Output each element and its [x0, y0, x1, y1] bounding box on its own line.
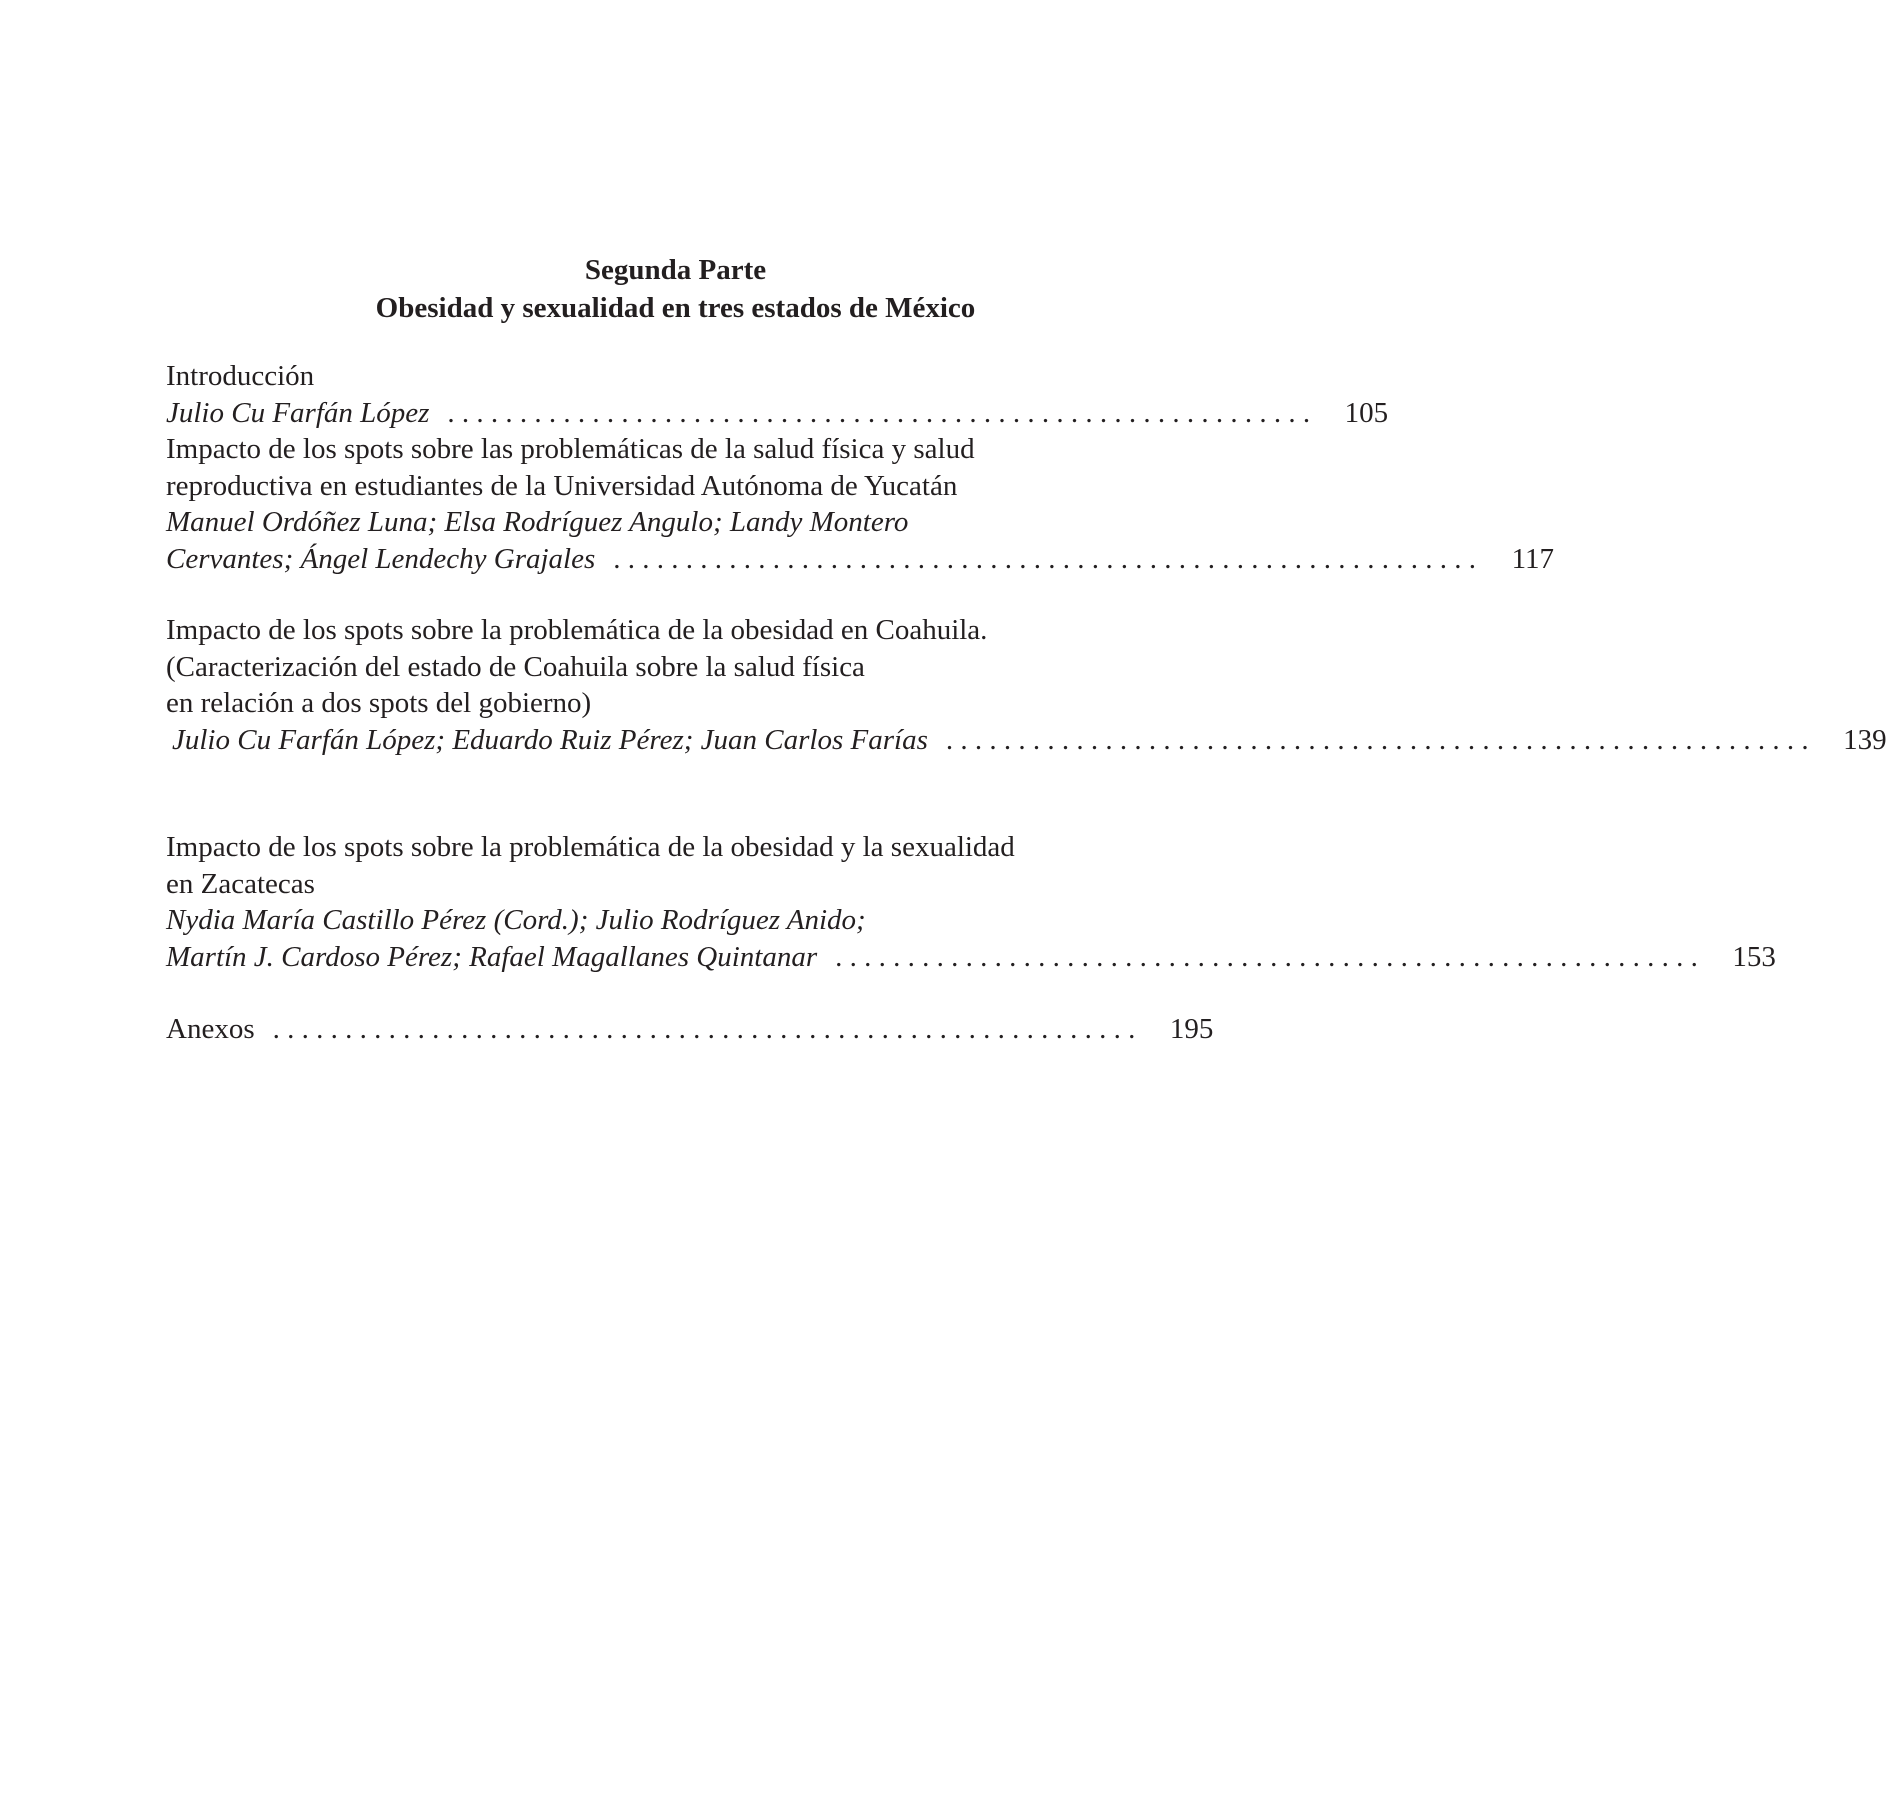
toc-entry-title: Impacto de los spots sobre la problemática de la obesidad en Coahuila.: [166, 614, 988, 646]
toc-entry-author: Nydia María Castillo Pérez (Cord.); Julio Rodríguez Anido;: [166, 904, 866, 936]
dot-leader: . . . . . . . . . . . . . . . . . . . . . . . . . . . . . . . . . . . . . . . . . . . . . . . . . . . . . . . . . . . .: [272, 1013, 1136, 1045]
toc-entry-introduccion[interactable]: [166, 358, 1389, 431]
toc-page-number: 105: [1344, 396, 1389, 429]
toc-entry-author: Julio Cu Farfán López; Eduardo Ruiz Pérez; Juan Carlos Farías: [172, 723, 928, 756]
toc-entry-title: en relación a dos spots del gobierno): [166, 687, 592, 719]
toc-page-number: 153: [1732, 940, 1776, 973]
toc-entry-title: Impacto de los spots sobre las problemáticas de la salud física y salud: [166, 433, 975, 465]
part-heading: Segunda Parte: [584, 254, 767, 286]
toc-entry-yucatan[interactable]: [166, 431, 1555, 577]
toc-entry-title: (Caracterización del estado de Coahuila sobre la salud física: [166, 650, 865, 683]
toc-entry-anexos[interactable]: [166, 1011, 1214, 1048]
toc-entry-title: Introducción: [166, 360, 315, 392]
dot-leader: . . . . . . . . . . . . . . . . . . . . . . . . . . . . . . . . . . . . . . . . . . . . . . . . . . . . . . . . . . . .: [447, 396, 1311, 429]
toc-entry-coahuila[interactable]: [166, 612, 1887, 758]
toc-entry-zacatecas[interactable]: [166, 829, 1776, 975]
toc-entry-author: Julio Cu Farfán López: [166, 396, 430, 429]
toc-entry-title: Anexos: [166, 1013, 255, 1045]
toc-page-number: 139: [1843, 723, 1887, 756]
section-title: Obesidad y sexualidad en tres estados de México: [375, 292, 976, 324]
toc-entry-author: Manuel Ordóñez Luna; Elsa Rodríguez Angulo; Landy Montero: [166, 506, 909, 538]
toc-entry-author: Martín J. Cardoso Pérez; Rafael Magallanes Quintanar: [166, 940, 818, 973]
toc-page-number: 195: [1169, 1013, 1214, 1045]
dot-leader: . . . . . . . . . . . . . . . . . . . . . . . . . . . . . . . . . . . . . . . . . . . . . . . . . . . . . . . . . . . .: [835, 940, 1698, 973]
toc-entry-title: Impacto de los spots sobre la problemática de la obesidad y la sexualidad: [166, 831, 1015, 863]
toc-page-number: 117: [1511, 542, 1555, 575]
toc-entry-author: Cervantes; Ángel Lendechy Grajales: [166, 542, 596, 575]
dot-leader: . . . . . . . . . . . . . . . . . . . . . . . . . . . . . . . . . . . . . . . . . . . . . . . . . . . . . . . . . . . .: [613, 542, 1477, 575]
toc-entry-title: en Zacatecas: [166, 867, 315, 900]
table-of-contents: [166, 358, 1887, 1048]
toc-entry-title: reproductiva en estudiantes de la Universidad Autónoma de Yucatán: [166, 469, 958, 502]
dot-leader: . . . . . . . . . . . . . . . . . . . . . . . . . . . . . . . . . . . . . . . . . . . . . . . . . . . . . . . . . . . .: [945, 723, 1809, 756]
